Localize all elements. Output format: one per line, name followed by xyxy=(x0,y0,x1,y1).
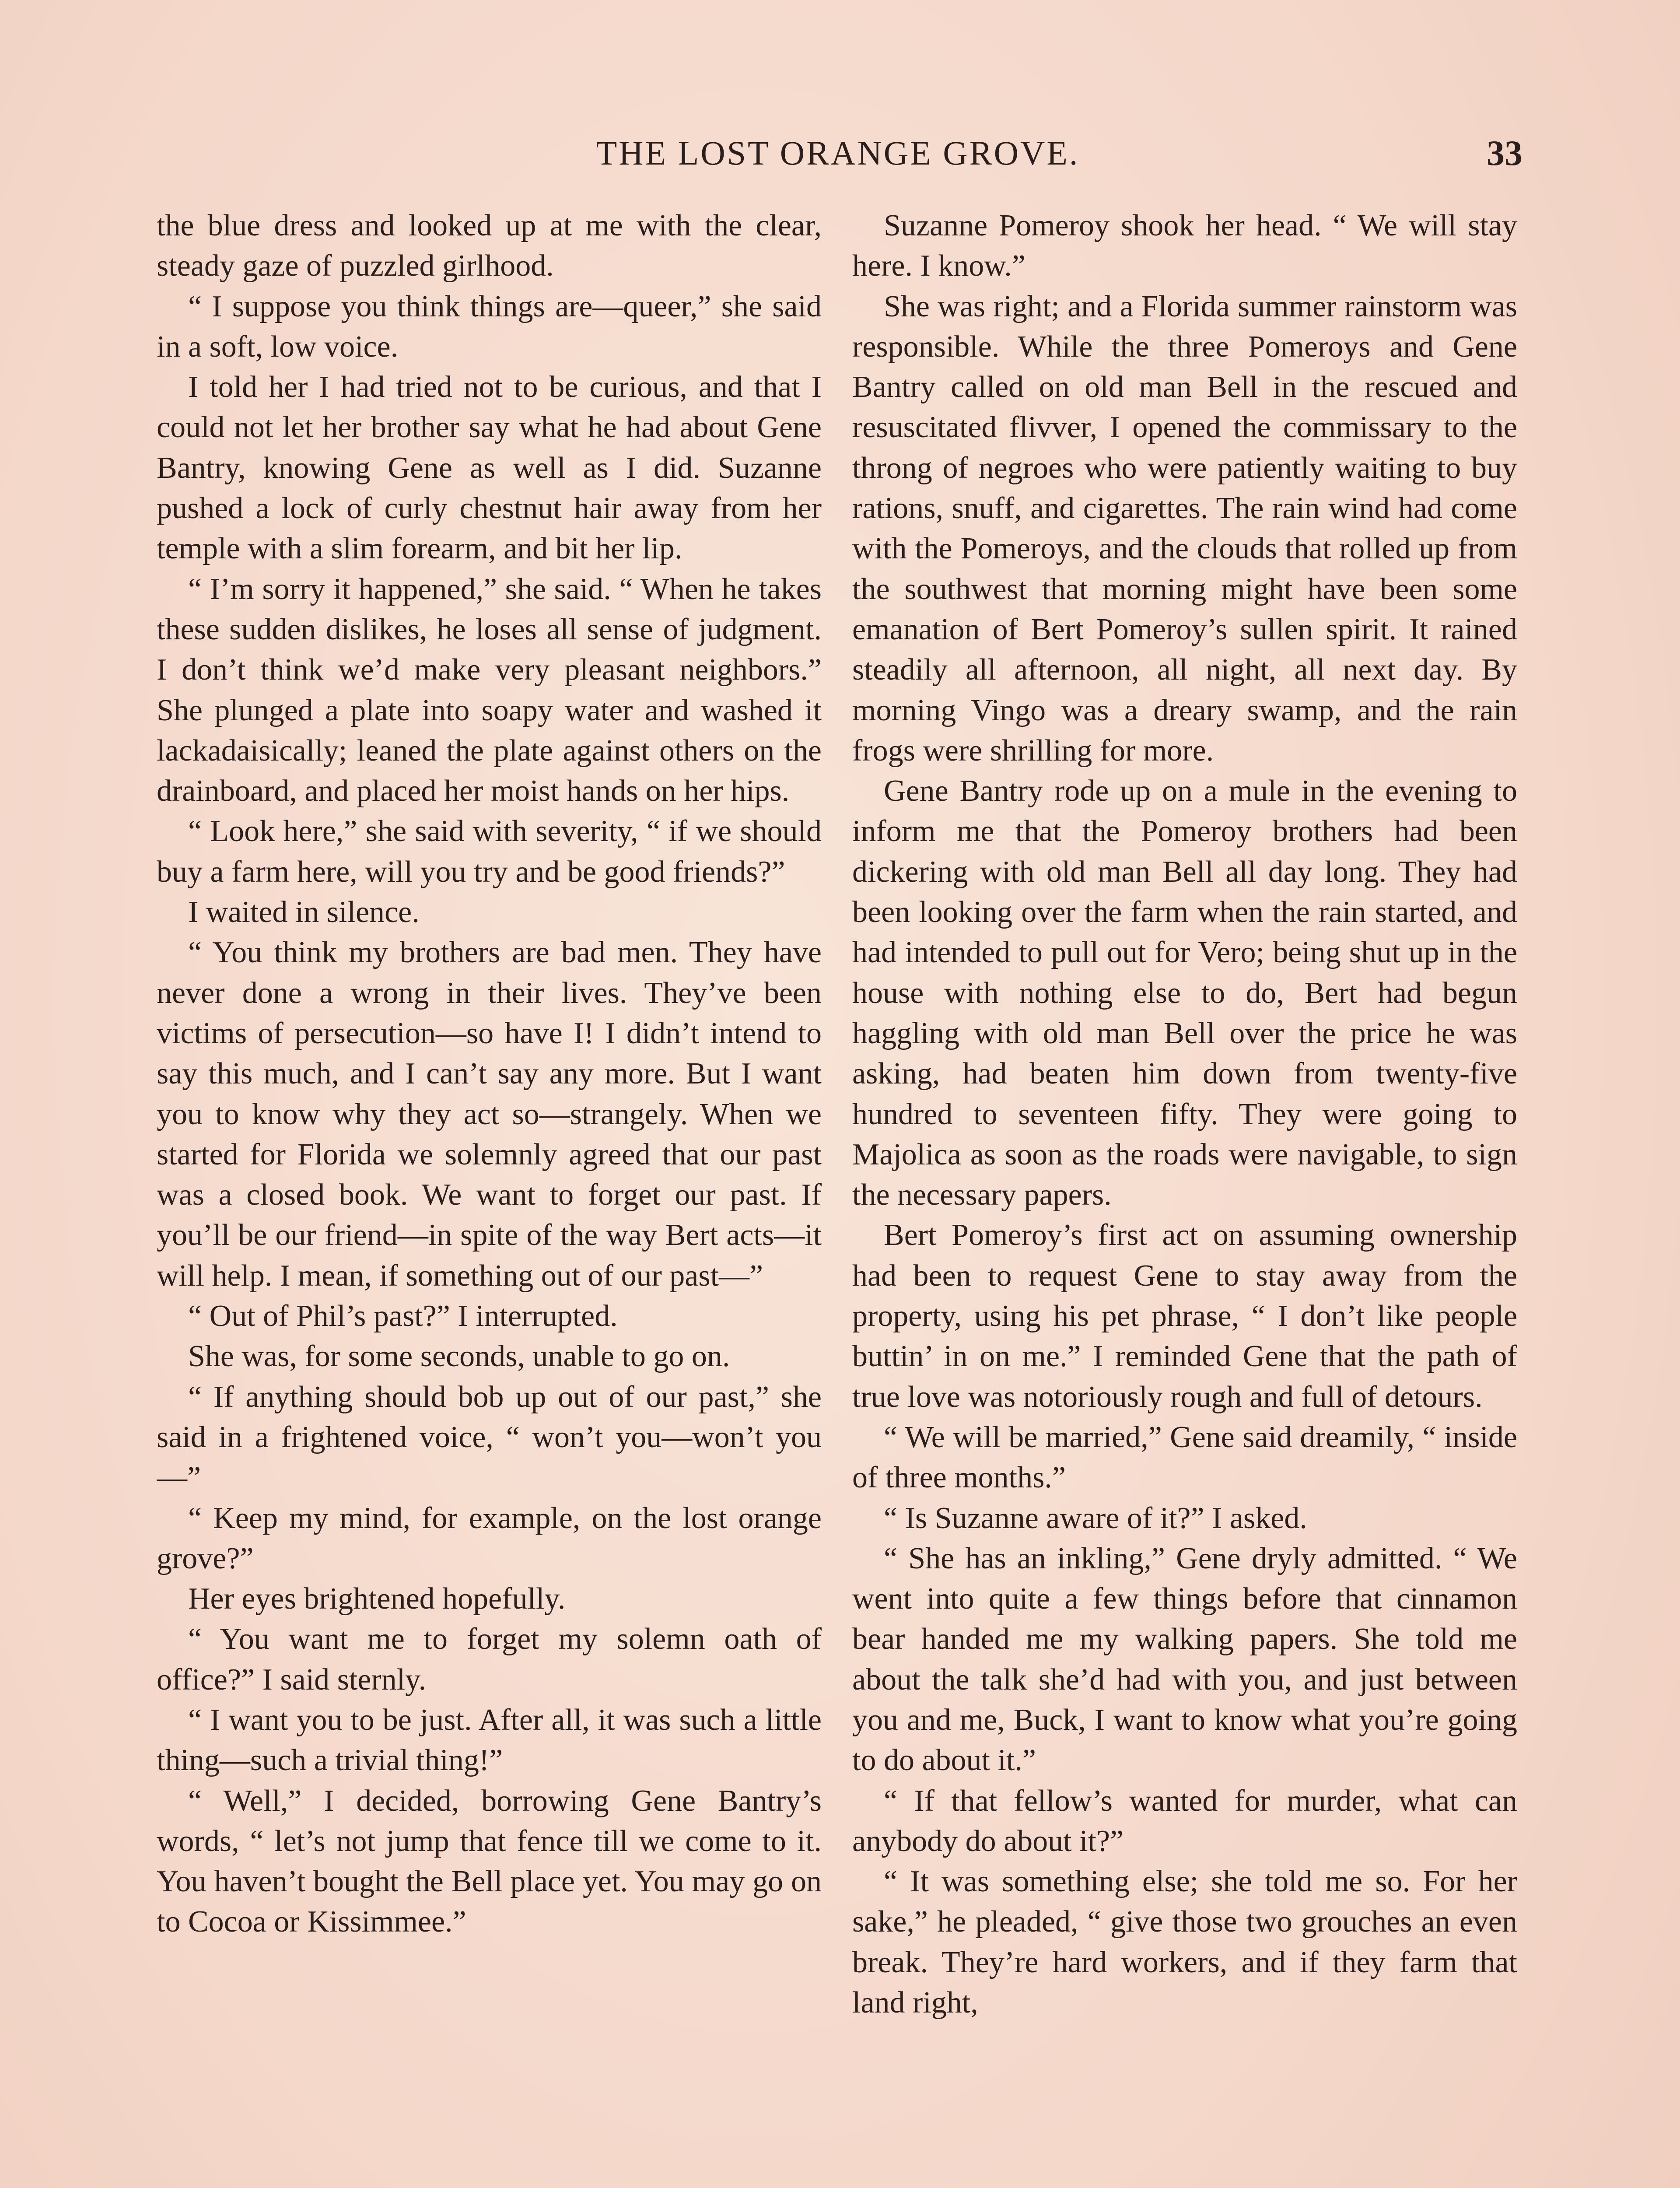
paragraph: “ Look here,” she said with severity, “ if we should buy a farm here, will you try and be good friends?” xyxy=(157,814,822,889)
paragraph: She was, for some seconds, unable to go on. xyxy=(188,1339,730,1374)
paragraph: “ We will be married,” Gene said dreamily, “ inside of three months.” xyxy=(852,1420,1517,1495)
paragraph: “ You want me to forget my solemn oath of office?” I said sternly. xyxy=(157,1622,822,1697)
paragraph: “ It was something else; she told me so. For her sake,” he pleaded, “ give those two grouches an even break. They’re hard workers, and if they farm that land right, xyxy=(852,1865,1517,2020)
paragraph: “ I suppose you think things are—queer,” she said in a soft, low voice. xyxy=(157,289,822,364)
right-column xyxy=(852,206,1517,2188)
paragraph: Bert Pomeroy’s first act on assuming ownership had been to request Gene to stay away from the property, using his pet phrase, “ I don’t like people buttin’ in on me.” I reminded Gene that the path of true love was notoriously rough and full of detours. xyxy=(852,1218,1517,1414)
paragraph: the blue dress and looked up at me with the clear, steady gaze of puzzled girlhood. xyxy=(157,209,822,283)
paragraph: “ Keep my mind, for example, on the lost orange grove?” xyxy=(157,1501,822,1575)
paragraph: “ I’m sorry it happened,” she said. “ When he takes these sudden dislikes, he loses all sense of judgment. I don’t think we’d make very pleasant neighbors.” She plunged a plate into soapy water and washed it lackadaisically; leaned the plate against others on the drainboard, and placed her moist hands on her hips. xyxy=(157,572,822,808)
paragraph: Suzanne Pomeroy shook her head. “ We will stay here. I know.” xyxy=(852,209,1517,283)
paragraph: “ I want you to be just. After all, it was such a little thing—such a trivial thing!” xyxy=(157,1703,822,1778)
paragraph: I waited in silence. xyxy=(188,895,420,929)
paragraph: Gene Bantry rode up on a mule in the evening to inform me that the Pomeroy brothers had been dickering with old man Bell all day long. They had been looking over the farm when the rain started, and had intended to pull out for Vero; being shut up in the house with nothing else to do, Bert had begun haggling with old man Bell over the price he was asking, had beaten him down from twenty-five hundred to seventeen fifty. They were going to Majolica as soon as the roads were navigable, to sign the necessary papers. xyxy=(852,774,1517,1212)
page-number: 33 xyxy=(1487,133,1522,173)
paragraph: “ Is Suzanne aware of it?” I asked. xyxy=(884,1501,1307,1535)
paragraph: “ She has an inkling,” Gene dryly admitted. “ We went into quite a few things before that cinnamon bear handed me my walking papers. She told me about the talk she’d had with you, and just between you and me, Buck, I want to know what you’re going to do about it.” xyxy=(852,1541,1517,1778)
paragraph: “ If anything should bob up out of our past,” she said in a frightened voice, “ won’t you—won’t you—” xyxy=(157,1380,822,1495)
left-column xyxy=(157,206,822,2188)
paragraph: “ Out of Phil’s past?” I interrupted. xyxy=(188,1299,618,1333)
running-title: THE LOST ORANGE GROVE. xyxy=(596,134,1080,172)
paragraph: Her eyes brightened hopefully. xyxy=(188,1582,566,1616)
paragraph: She was right; and a Florida summer rainstorm was responsible. While the three Pomeroys and Gene Bantry called on old man Bell in the rescued and resuscitated flivver, I opened the commissary to the throng of negroes who were patiently waiting to buy rations, snuff, and cigarettes. The rain wind had come with the Pomeroys, and the clouds that rolled up from the southwest that morning might have been some emanation of Bert Pomeroy’s sullen spirit. It rained steadily all afternoon, all night, all next day. By morning Vingo was a dreary swamp, and the rain frogs were shrilling for more. xyxy=(852,289,1517,768)
paragraph: “ If that fellow’s wanted for murder, what can anybody do about it?” xyxy=(852,1784,1517,1858)
page-header xyxy=(153,129,1522,177)
paragraph: “ You think my brothers are bad men. They have never done a wrong in their lives. They’ve been victims of persecution—so have I! I didn’t intend to say this much, and I can’t say any more. But I want you to know why they act so—strangely. When we started for Florida we solemnly agreed that our past was a closed book. We want to forget our past. If you’ll be our friend—in spite of the way Bert acts—it will help. I mean, if something out of our past—” xyxy=(157,936,822,1293)
paragraph: “ Well,” I decided, borrowing Gene Bantry’s words, “ let’s not jump that fence till we come to it. You haven’t bought the Bell place yet. You may go on to Cocoa or Kissimmee.” xyxy=(157,1784,822,1939)
paragraph: I told her I had tried not to be curious, and that I could not let her brother say what he had about Gene Bantry, knowing Gene as well as I did. Suzanne pushed a lock of curly chestnut hair away from her temple with a slim forearm, and bit her lip. xyxy=(157,370,822,566)
